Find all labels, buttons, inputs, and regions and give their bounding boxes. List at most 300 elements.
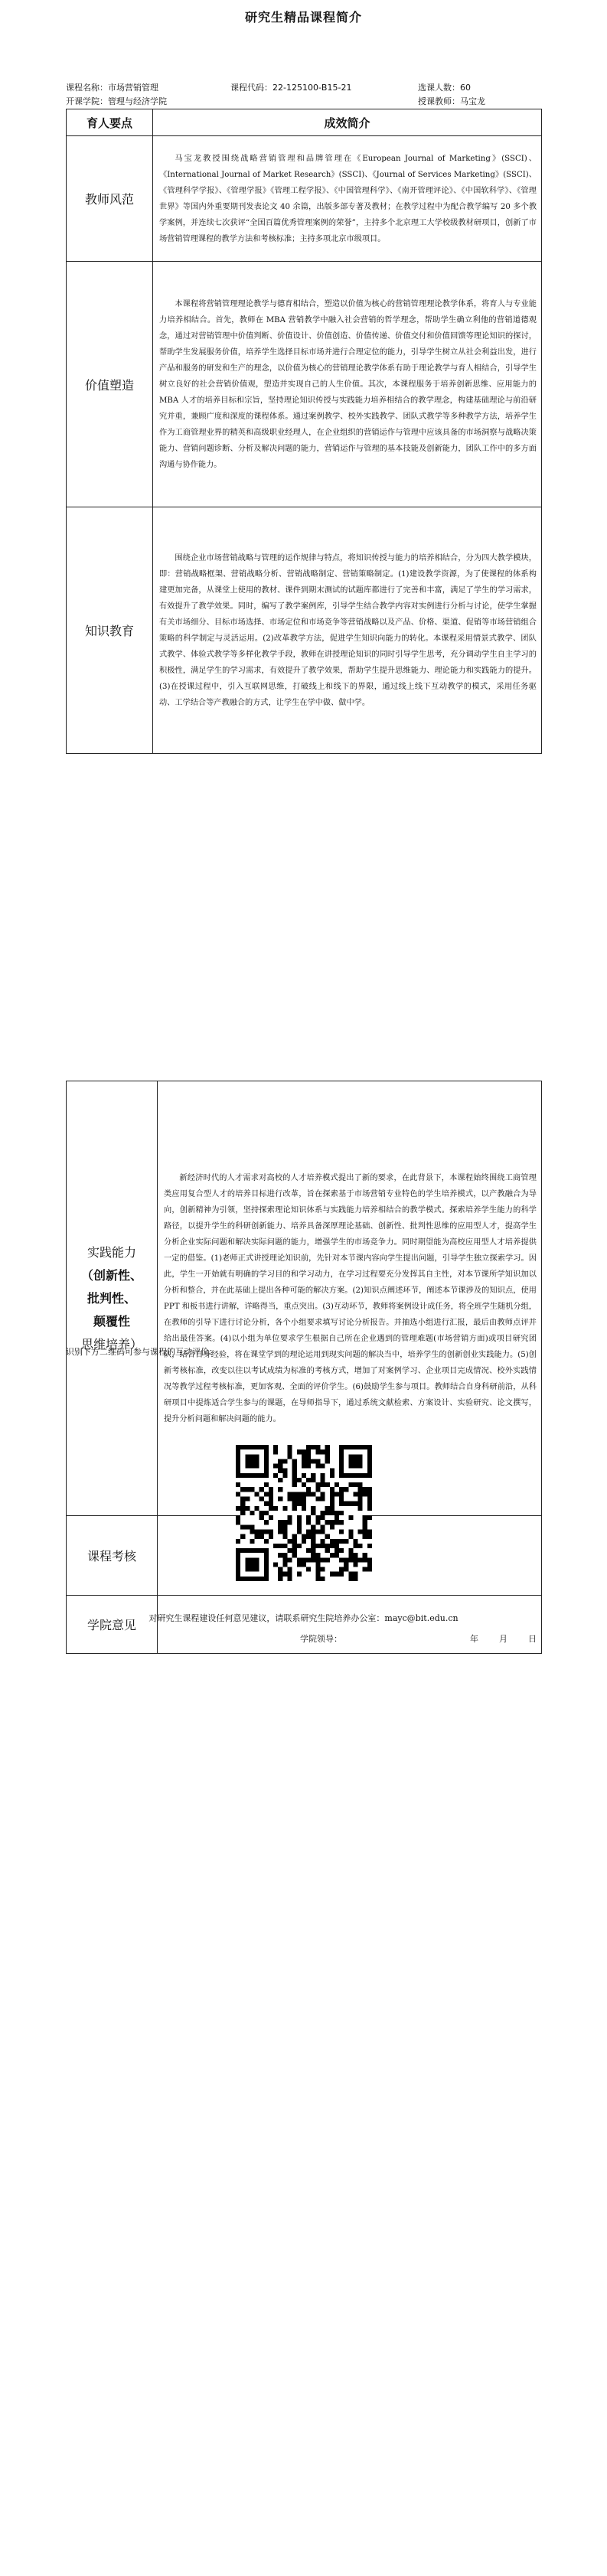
qr-module (339, 1511, 344, 1515)
qr-module (264, 1459, 269, 1463)
qr-module (292, 1544, 297, 1548)
qr-module (302, 1464, 306, 1469)
qr-module (255, 1492, 259, 1496)
qr-module (339, 1445, 344, 1449)
qr-module (315, 1482, 320, 1487)
qr-module (367, 1515, 372, 1520)
qr-module (278, 1478, 282, 1482)
qr-module (264, 1520, 269, 1524)
qr-module (273, 1562, 278, 1567)
college: 开课学院：管理与经济学院 (66, 96, 167, 106)
qr-module (250, 1473, 254, 1478)
qr-module (278, 1464, 282, 1469)
qr-module (348, 1459, 353, 1463)
qr-module (302, 1454, 306, 1459)
qr-module (288, 1454, 292, 1459)
qr-module (288, 1539, 292, 1544)
qr-module (250, 1524, 254, 1529)
qr-module (363, 1445, 367, 1449)
qr-module (363, 1553, 367, 1557)
signature-line (164, 1622, 537, 1650)
qr-module (311, 1459, 315, 1463)
qr-module (348, 1557, 353, 1562)
qr-module (255, 1459, 259, 1463)
qr-module (306, 1487, 311, 1492)
qr-module (250, 1562, 254, 1567)
qr-module (269, 1497, 273, 1502)
qr-module (255, 1534, 259, 1539)
qr-module (330, 1539, 335, 1544)
qr-module (288, 1515, 292, 1520)
qr-module (348, 1548, 353, 1553)
qr-module (292, 1539, 297, 1544)
qr-module (339, 1539, 344, 1544)
qr-module (339, 1473, 344, 1478)
qr-module (255, 1562, 259, 1567)
qr-module (311, 1445, 315, 1449)
qr-module (297, 1524, 302, 1529)
qr-module (264, 1553, 269, 1557)
qr-module (335, 1520, 339, 1524)
qr-module (269, 1492, 273, 1496)
qr-code-icon (236, 1445, 372, 1581)
qr-module (255, 1548, 259, 1553)
qr-module (335, 1572, 339, 1577)
qr-module (344, 1487, 348, 1492)
qr-module (358, 1487, 363, 1492)
qr-module (339, 1464, 344, 1469)
qr-module (325, 1544, 330, 1548)
row-content (153, 507, 542, 754)
qr-module (367, 1497, 372, 1502)
qr-module (273, 1544, 278, 1548)
qr-module (269, 1529, 273, 1534)
qr-module (339, 1449, 344, 1454)
qr-module (306, 1464, 311, 1469)
qr-module (315, 1557, 320, 1562)
qr-module (306, 1557, 311, 1562)
qr-module (367, 1464, 372, 1469)
year-label: 年 (470, 1634, 478, 1644)
qr-module (278, 1520, 282, 1524)
qr-module (330, 1506, 335, 1511)
qr-module (259, 1473, 264, 1478)
qr-module (288, 1445, 292, 1449)
qr-module (302, 1539, 306, 1544)
qr-module (282, 1544, 287, 1548)
row-college-opinion (67, 1596, 542, 1654)
qr-module (264, 1548, 269, 1553)
qr-module (236, 1553, 240, 1557)
qr-module (282, 1557, 287, 1562)
qr-module (335, 1511, 339, 1515)
qr-module (288, 1492, 292, 1496)
qr-module (278, 1577, 282, 1581)
qr-module (335, 1553, 339, 1557)
qr-module (325, 1445, 330, 1449)
qr-module (315, 1497, 320, 1502)
qr-code[interactable] (236, 1445, 372, 1581)
qr-module (315, 1464, 320, 1469)
qr-module (282, 1469, 287, 1473)
qr-module (353, 1454, 357, 1459)
qr-module (236, 1567, 240, 1572)
qr-module (245, 1497, 250, 1502)
qr-module (269, 1487, 273, 1492)
qr-module (320, 1482, 325, 1487)
qr-module (297, 1557, 302, 1562)
qr-module (292, 1464, 297, 1469)
qr-module (264, 1529, 269, 1534)
qr-module (236, 1449, 240, 1454)
qr-module (236, 1445, 240, 1449)
qr-module (302, 1506, 306, 1511)
qr-module (282, 1524, 287, 1529)
qr-module (288, 1572, 292, 1577)
qr-module (302, 1557, 306, 1562)
qr-module (358, 1529, 363, 1534)
label-line: 颠覆性 (93, 1313, 130, 1329)
qr-module (240, 1534, 245, 1539)
qr-module (353, 1544, 357, 1548)
qr-module (348, 1529, 353, 1534)
qr-module (339, 1469, 344, 1473)
qr-module (306, 1449, 311, 1454)
qr-module (245, 1524, 250, 1529)
qr-module (320, 1529, 325, 1534)
qr-module (302, 1449, 306, 1454)
qr-module (363, 1487, 367, 1492)
qr-module (320, 1544, 325, 1548)
qr-module (282, 1553, 287, 1557)
qr-module (264, 1567, 269, 1572)
qr-module (306, 1529, 311, 1534)
qr-module (255, 1464, 259, 1469)
qr-module (273, 1506, 278, 1511)
qr-module (367, 1454, 372, 1459)
instructor: 授课教师：马宝龙 (418, 96, 485, 106)
qr-module (236, 1577, 240, 1581)
qr-module (348, 1577, 353, 1581)
qr-module (259, 1487, 264, 1492)
qr-module (269, 1515, 273, 1520)
qr-module (273, 1449, 278, 1454)
qr-module (339, 1557, 344, 1562)
qr-module (259, 1497, 264, 1502)
qr-module (320, 1511, 325, 1515)
qr-module (339, 1548, 344, 1553)
qr-module (236, 1557, 240, 1562)
qr-module (358, 1464, 363, 1469)
qr-module (306, 1459, 311, 1463)
qr-module (315, 1572, 320, 1577)
qr-module (363, 1567, 367, 1572)
qr-module (367, 1445, 372, 1449)
qr-module (358, 1557, 363, 1562)
qr-module (315, 1577, 320, 1581)
qr-module (339, 1497, 344, 1502)
row-value-shaping (67, 262, 542, 507)
qr-module (330, 1497, 335, 1502)
qr-module (320, 1478, 325, 1482)
qr-module (320, 1524, 325, 1529)
qr-module (330, 1553, 335, 1557)
qr-module (358, 1454, 363, 1459)
qr-module (367, 1557, 372, 1562)
qr-module (353, 1539, 357, 1544)
qr-module (339, 1502, 344, 1506)
qr-module (250, 1459, 254, 1463)
qr-module (330, 1487, 335, 1492)
qr-module (259, 1511, 264, 1515)
qr-module (240, 1577, 245, 1581)
qr-module (250, 1557, 254, 1562)
qr-module (315, 1449, 320, 1454)
qr-module (282, 1473, 287, 1478)
qr-module (236, 1492, 240, 1496)
qr-module (278, 1487, 282, 1492)
qr-module (255, 1445, 259, 1449)
qr-module (288, 1567, 292, 1572)
qr-module (278, 1544, 282, 1548)
qr-module (302, 1473, 306, 1478)
qr-module (236, 1572, 240, 1577)
qr-module (353, 1459, 357, 1463)
qr-module (245, 1473, 250, 1478)
qr-module (315, 1520, 320, 1524)
qr-module (240, 1497, 245, 1502)
qr-module (330, 1473, 335, 1478)
qr-module (339, 1487, 344, 1492)
qr-module (255, 1454, 259, 1459)
qr-module (367, 1534, 372, 1539)
qr-module (311, 1544, 315, 1548)
qr-module (236, 1454, 240, 1459)
qr-module (320, 1515, 325, 1520)
qr-module (245, 1557, 250, 1562)
qr-module (320, 1464, 325, 1469)
qr-module (245, 1548, 250, 1553)
qr-module (278, 1572, 282, 1577)
qr-module (282, 1459, 287, 1463)
qr-module (311, 1511, 315, 1515)
qr-module (302, 1459, 306, 1463)
qr-module (282, 1529, 287, 1534)
paragraph: 马宝龙教授围绕战略营销管理和品牌管理在《European Journal of Marketing》(SSCI)、《International Journal of Market Research》(SSCI)、《Journal of Services Marketing》(SSCI)、《管理科学学报》、《管理学报》《管理工程学报》、《中国管理科学》、《南开管理评论》、《中国软科学》、《管理世界》等国内外重要期刊发表论文 40 余篇，出版多部专著及教材；在教学过程中为配合教学编写 20 多个教学案例，并连续七次获评“全国百篇优秀管理案例的荣誉”，主持多个北京理工大学校级教材研项目，创新了市场营销管理课程的教学方法和考核标准；主持多项北京市级项目。 (159, 154, 537, 243)
qr-module (363, 1520, 367, 1524)
qr-module (311, 1524, 315, 1529)
qr-module (245, 1445, 250, 1449)
qr-module (288, 1557, 292, 1562)
qr-module (306, 1445, 311, 1449)
table-header-row (67, 109, 542, 136)
row-label: 价值塑造 (67, 262, 153, 507)
qr-module (273, 1464, 278, 1469)
qr-module (240, 1511, 245, 1515)
qr-module (358, 1544, 363, 1548)
qr-module (353, 1572, 357, 1577)
qr-module (302, 1562, 306, 1567)
qr-module (282, 1534, 287, 1539)
qr-module (358, 1482, 363, 1487)
course-table-upper (66, 109, 542, 754)
qr-module (339, 1454, 344, 1459)
day-label: 日 (528, 1634, 537, 1644)
qr-module (240, 1524, 245, 1529)
qr-module (297, 1520, 302, 1524)
qr-module (288, 1520, 292, 1524)
qr-module (353, 1473, 357, 1478)
row-label: 知识教育 (67, 507, 153, 754)
qr-module (315, 1445, 320, 1449)
qr-module (302, 1502, 306, 1506)
qr-module (320, 1557, 325, 1562)
qr-module (315, 1562, 320, 1567)
qr-module (302, 1497, 306, 1502)
qr-module (259, 1515, 264, 1520)
qr-module (282, 1562, 287, 1567)
qr-module (367, 1473, 372, 1478)
qr-module (297, 1478, 302, 1482)
qr-module (344, 1539, 348, 1544)
qr-module (315, 1567, 320, 1572)
qr-module (335, 1544, 339, 1548)
qr-module (358, 1473, 363, 1478)
qr-module (297, 1492, 302, 1496)
qr-module (306, 1478, 311, 1482)
qr-module (245, 1454, 250, 1459)
qr-module (273, 1445, 278, 1449)
qr-module (302, 1492, 306, 1496)
qr-module (292, 1459, 297, 1463)
qr-module (259, 1529, 264, 1534)
qr-module (264, 1464, 269, 1469)
row-label (67, 1081, 158, 1516)
qr-module (292, 1548, 297, 1553)
qr-module (292, 1534, 297, 1539)
qr-module (302, 1482, 306, 1487)
qr-module (348, 1473, 353, 1478)
qr-module (250, 1511, 254, 1515)
qr-module (264, 1473, 269, 1478)
qr-module (297, 1502, 302, 1506)
qr-module (259, 1445, 264, 1449)
qr-module (292, 1492, 297, 1496)
qr-module (335, 1515, 339, 1520)
qr-module (325, 1548, 330, 1553)
row-label: 教师风范 (67, 136, 153, 262)
qr-module (240, 1473, 245, 1478)
qr-module (367, 1506, 372, 1511)
qr-module (325, 1520, 330, 1524)
qr-module (306, 1548, 311, 1553)
month-label: 月 (499, 1634, 507, 1644)
qr-module (325, 1482, 330, 1487)
qr-module (288, 1449, 292, 1454)
qr-module (330, 1469, 335, 1473)
qr-module (339, 1520, 344, 1524)
qr-module (363, 1529, 367, 1534)
qr-module (245, 1464, 250, 1469)
qr-module (306, 1515, 311, 1520)
qr-module (320, 1577, 325, 1581)
qr-module (264, 1482, 269, 1487)
qr-module (348, 1572, 353, 1577)
qr-module (325, 1454, 330, 1459)
row-knowledge-education (67, 507, 542, 754)
qr-module (236, 1506, 240, 1511)
qr-module (264, 1469, 269, 1473)
row-content (153, 136, 542, 262)
qr-module (363, 1524, 367, 1529)
qr-module (236, 1469, 240, 1473)
qr-module (240, 1548, 245, 1553)
qr-module (269, 1506, 273, 1511)
qr-module (353, 1553, 357, 1557)
qr-module (250, 1539, 254, 1544)
qr-module (250, 1567, 254, 1572)
qr-module (325, 1511, 330, 1515)
qr-module (255, 1473, 259, 1478)
qr-module (353, 1492, 357, 1496)
qr-module (264, 1572, 269, 1577)
qr-module (367, 1544, 372, 1548)
qr-module (358, 1445, 363, 1449)
qr-module (344, 1557, 348, 1562)
qr-module (264, 1454, 269, 1459)
qr-module (306, 1520, 311, 1524)
qr-module (367, 1459, 372, 1463)
qr-module (315, 1459, 320, 1463)
qr-module (339, 1572, 344, 1577)
qr-module (273, 1473, 278, 1478)
qr-module (358, 1492, 363, 1496)
qr-module (330, 1572, 335, 1577)
qr-module (282, 1572, 287, 1577)
qr-module (250, 1529, 254, 1534)
qr-module (264, 1511, 269, 1515)
qr-module (245, 1562, 250, 1567)
qr-module (245, 1459, 250, 1463)
qr-module (315, 1515, 320, 1520)
qr-module (236, 1548, 240, 1553)
qr-module (311, 1534, 315, 1539)
qr-module (348, 1482, 353, 1487)
qr-module (348, 1502, 353, 1506)
qr-module (339, 1529, 344, 1534)
qr-module (288, 1497, 292, 1502)
qr-module (288, 1577, 292, 1581)
qr-module (292, 1473, 297, 1478)
qr-module (240, 1487, 245, 1492)
qr-module (255, 1577, 259, 1581)
qr-module (363, 1515, 367, 1520)
page-title: 研究生精品课程简介 (244, 10, 362, 24)
qr-module (255, 1557, 259, 1562)
header-key-points: 育人要点 (67, 109, 153, 136)
qr-module (250, 1577, 254, 1581)
qr-module (353, 1577, 357, 1581)
qr-module (335, 1492, 339, 1496)
qr-module (325, 1459, 330, 1463)
qr-module (335, 1482, 339, 1487)
qr-module (236, 1539, 240, 1544)
qr-module (344, 1473, 348, 1478)
qr-module (250, 1445, 254, 1449)
qr-module (367, 1562, 372, 1567)
qr-instruction: 识别下方二维码可参与课程的互动评价： (66, 1347, 217, 1357)
qr-module (348, 1515, 353, 1520)
